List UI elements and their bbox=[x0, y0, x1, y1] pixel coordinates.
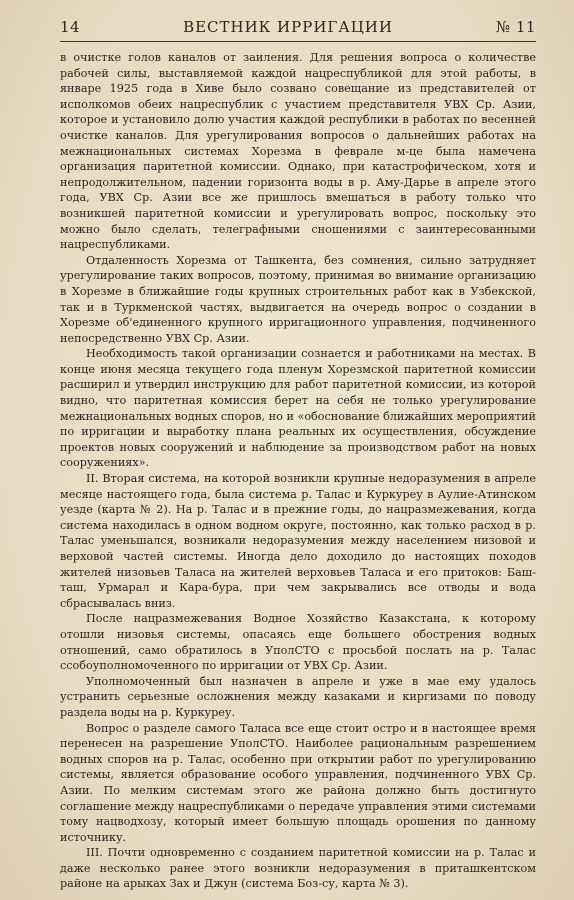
paragraph: в очистке голов каналов от заиления. Для решения вопроса о количестве рабочей силы, выставляемой каждой нацреспубликой для этой работы, в январе 1925 года в Хиве было созвано совещание из представителей от исполкомов обеих нацреспублик с участием представителя УВХ Ср. Азии, которое и установило долю участия каждой республики в работах по весенней очистке каналов. Для урегулирования вопросов о дальнейших работах на межнациональных системах Хорезма в феврале м-це была намечена организация паритетной комиссии. Однако, при катастрофическом, хотя и непродолжительном, падении горизонта воды в р. Аму-Дарье в апреле этого года, УВХ Ср. Азии все же пришлось вмешаться в работу только что возникшей паритетной комиссии и урегулировать вопрос, поскольку это можно было сделать, телеграфными сношениями с заинтересованными нацреспубликами. bbox=[60, 51, 536, 252]
paragraph: Отдаленность Хорезма от Ташкента, без сомнения, сильно затрудняет урегулирование таких вопросов, поэтому, принимая во внимание организацию в Хорезме в ближайшие годы крупных строительных работ как в Узбекской, так и в Туркменской частях, выдвигается на очередь вопрос о создании в Хорезме об'единенного крупного ирригационного управления, подчиненного непосредственно УВХ Ср. Азии. bbox=[60, 253, 536, 345]
page-number: 14 bbox=[60, 18, 81, 36]
paragraph: III. Почти одновременно с созданием паритетной комиссии на р. Талас и даже несколько ранее этого возникли недоразумения в приташкентском районе на арыках Зах и Джун (система Боз-су, карта № 3). bbox=[60, 846, 536, 891]
page-header bbox=[60, 18, 536, 42]
paragraph: II. Вторая система, на которой возникли крупные недоразумения в апреле месяце настоящего года, была система р. Талас и Куркуреу в Аулие-Атинском уезде (карта № 2). На р. Талас и в прежние годы, до нацразмежевания, когда система находилась в одном водном округе, постоянно, как только расход в р. Талас уменьшался, возникали недоразумения между населением низовой и верховой частей системы. Иногда дело доходило до настоящих походов жителей низовьев Таласа на жителей верховьев Таласа и его притоков: Баш-таш, Урмарал и Кара-бура, при чем закрывались все отводы и вода сбрасывалась вниз. bbox=[60, 472, 536, 610]
issue-number: № 11 bbox=[495, 18, 536, 36]
paragraph: Необходимость такой организации сознается и работниками на местах. В конце июня месяца текущего года пленум Хорезмской паритетной комиссии расширил и утвердил инструкцию для работ паритетной комиссии, из которой видно, что паритетная комиссия берет на себя не только урегулирование межнациональных водных споров, но и «обоснование ближайших мероприятий по ирригации и выработку плана реальных их осуществления, обсуждение проектов новых сооружений и наблюдение за производством работ на новых сооружениях». bbox=[60, 347, 536, 470]
article-body bbox=[60, 50, 536, 892]
paragraph: Уполномоченный был назначен в апреле и уже в мае ему удалось устранить серьезные осложнения между казаками и киргизами по поводу раздела воды на р. Куркуреу. bbox=[60, 674, 536, 719]
paragraph: После нацразмежевания Водное Хозяйство Казакстана, к которому отошли низовья системы, опасаясь еще большего обострения водных отношений, само обратилось в УполСТО с просьбой послать на р. Талас ссобоуполномоченного по ирригации от УВХ Ср. Азии. bbox=[60, 612, 536, 673]
paragraph: Вопрос о разделе самого Таласа все еще стоит остро и в настоящее время перенесен на разрешение УполСТО. Наиболее рациональным разрешением водных споров на р. Талас, особенно при открытии работ по урегулированию системы, является образование особого управления, подчиненного УВХ Ср. Азии. По мелким системам этого же района должно быть достигнуто соглашение между нацреспубликами о передаче управления этими системами тому нацводхозу, который имеет большую площадь орошения по данному источнику. bbox=[60, 721, 536, 844]
journal-title: ВЕСТНИК ИРРИГАЦИИ bbox=[183, 18, 393, 36]
